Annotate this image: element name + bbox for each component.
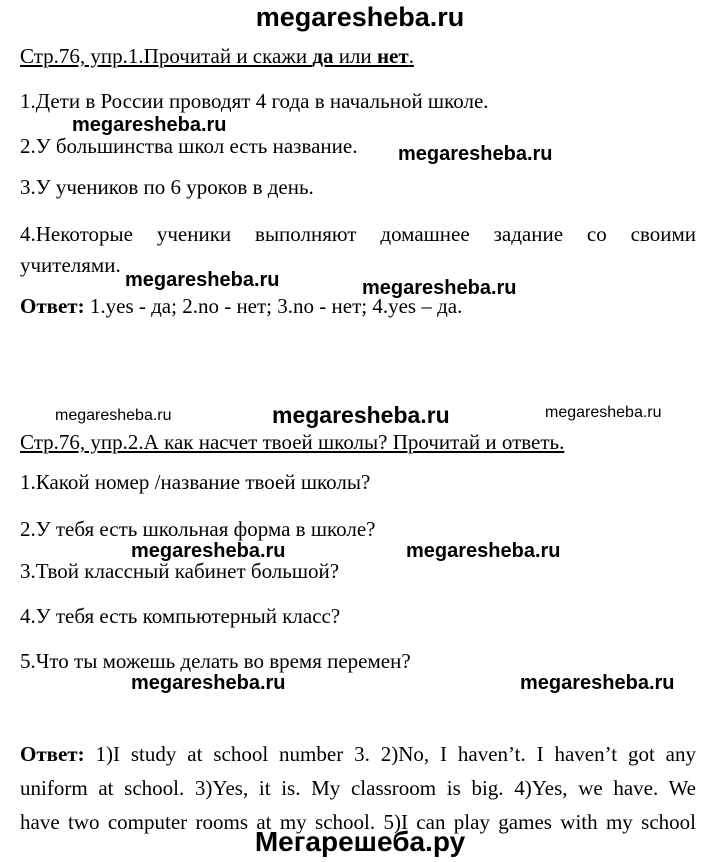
exercise1-question-4-line-1: 4.Некоторые ученики выполняют домашнее задание со своими xyxy=(20,222,696,246)
exercise2-answer-line-1 xyxy=(20,737,696,771)
exercise1-question-1: 1.Дети в России проводят 4 года в начальной школе. xyxy=(20,89,489,113)
exercise1-title-suffix: . xyxy=(408,44,414,68)
exercise1-question-3: 3.У учеников по 6 уроков в день. xyxy=(20,175,314,199)
watermark-text-3: megaresheba.ru xyxy=(125,269,280,291)
exercise2-question-3: 3.Твой классный кабинет большой? xyxy=(20,559,340,583)
watermark-text-4: megaresheba.ru xyxy=(362,277,517,299)
exercise2-answer-line-1-text: 1)I study at school number 3. 2)No, I haven’t. I haven’t got any xyxy=(95,742,696,766)
watermark-text-1: megaresheba.ru xyxy=(72,114,227,136)
watermark-text-9: megaresheba.ru xyxy=(406,540,561,562)
exercise2-question-2: 2.У тебя есть школьная форма в школе? xyxy=(20,517,376,541)
exercise1-question-4-line-2: учителями. xyxy=(20,253,121,277)
watermark-text-5: megaresheba.ru xyxy=(55,407,172,424)
exercise1-answer-text: 1.yes - да; 2.no - нет; 3.no - нет; 4.yes – да. xyxy=(89,294,463,318)
exercise2-question-4: 4.У тебя есть компьютерный класс? xyxy=(20,604,341,628)
watermark-text-7: megaresheba.ru xyxy=(545,404,662,421)
watermark-text-2: megaresheba.ru xyxy=(398,143,553,165)
exercise1-title-bold-no: нет xyxy=(376,44,409,68)
exercise1-question-2: 2.У большинства школ есть название. xyxy=(20,134,358,158)
exercise1-title xyxy=(20,44,414,69)
exercise2-answer-line-2: uniform at school. 3)Yes, it is. My classroom is big. 4)Yes, we have. We xyxy=(20,776,696,800)
site-header-watermark: megaresheba.ru xyxy=(255,2,465,32)
exercise2-title: Стр.76, упр.2.А как насчет твоей школы? Прочитай и ответь. xyxy=(20,430,565,454)
exercise1-answer xyxy=(20,294,462,319)
watermark-text-10: megaresheba.ru xyxy=(131,672,286,694)
watermark-text-6: megaresheba.ru xyxy=(272,402,450,428)
exercise1-title-bold-yes: да xyxy=(312,44,334,68)
exercise1-question-4 xyxy=(20,219,696,281)
site-footer-logo: Мегарешеба.ру xyxy=(254,826,466,857)
exercise2-question-1: 1.Какой номер /название твоей школы? xyxy=(20,470,371,494)
exercise1-title-middle: или xyxy=(333,44,377,68)
exercise2-answer xyxy=(20,737,696,839)
exercise1-answer-label: Ответ: xyxy=(20,294,85,318)
exercise1-title-prefix: Стр.76, упр.1.Прочитай и скажи xyxy=(20,44,313,68)
exercise2-answer-line-3: have two computer rooms at my school. 5)I can play games with my school xyxy=(20,810,696,834)
exercise2-answer-label: Ответ: xyxy=(20,742,85,766)
exercise2-question-5: 5.Что ты можешь делать во время перемен? xyxy=(20,649,411,673)
watermark-text-8: megaresheba.ru xyxy=(131,540,286,562)
watermark-text-11: megaresheba.ru xyxy=(520,672,675,694)
